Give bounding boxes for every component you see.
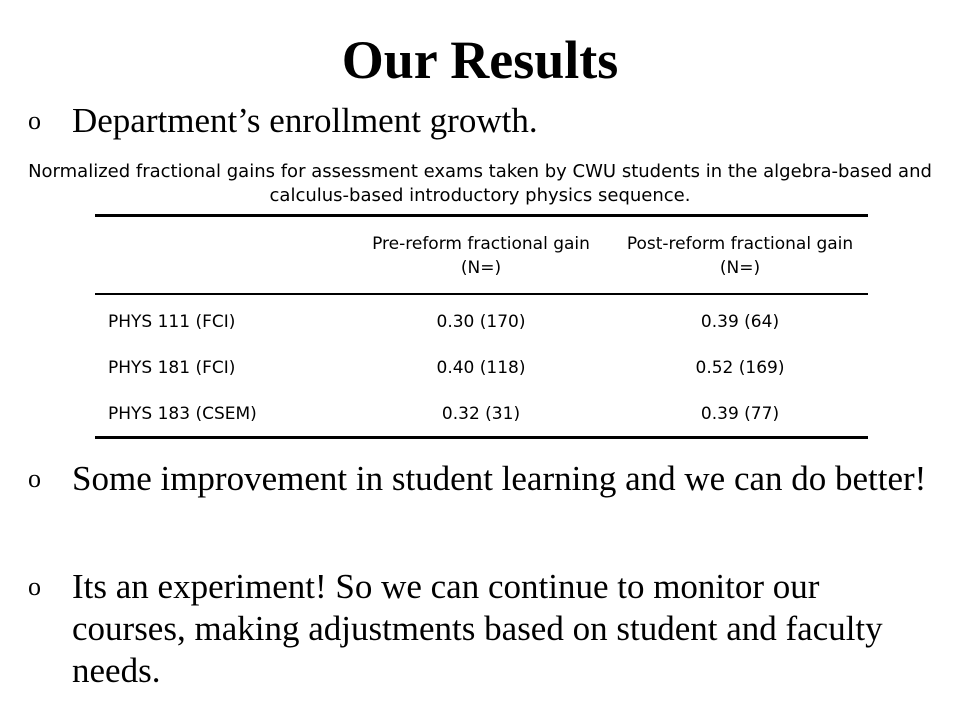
bullet-text: Some improvement in student learning and we can do better!: [72, 459, 927, 498]
table-caption: Normalized fractional gains for assessment exams taken by CWU students in the algebra-based and calculus-based introductory physics sequence.: [28, 161, 932, 206]
row-pre-gain: 0.40 (118): [436, 358, 526, 378]
bullet-marker: o: [28, 572, 41, 601]
row-post-gain: 0.39 (64): [700, 312, 780, 332]
table-bottom-rule: [95, 436, 868, 439]
table-header-rule: [95, 293, 868, 295]
row-course: PHYS 111 (FCI): [108, 312, 236, 332]
row-course: PHYS 183 (CSEM): [108, 404, 257, 424]
row-post-gain: 0.39 (77): [700, 404, 780, 424]
bullet-marker: o: [28, 464, 41, 493]
header-post-reform: Post-reform fractional gain (N=): [626, 234, 854, 278]
bullet-text: Department’s enrollment growth.: [72, 101, 538, 140]
row-pre-gain: 0.30 (170): [436, 312, 526, 332]
bullet-experiment: [28, 566, 938, 692]
bullet-enrollment-growth: [28, 100, 938, 142]
bullet-marker: o: [28, 106, 41, 135]
row-pre-gain: 0.32 (31): [441, 404, 521, 424]
slide-title: Our Results: [341, 30, 619, 90]
bullet-text: Its an experiment! So we can continue to monitor our courses, making adjustments based on student and faculty needs.: [72, 567, 883, 690]
header-pre-reform: Pre-reform fractional gain (N=): [372, 234, 590, 278]
row-post-gain: 0.52 (169): [695, 358, 785, 378]
bullet-student-learning: [28, 458, 938, 500]
row-course: PHYS 181 (FCI): [108, 358, 236, 378]
table-top-rule: [95, 214, 868, 217]
